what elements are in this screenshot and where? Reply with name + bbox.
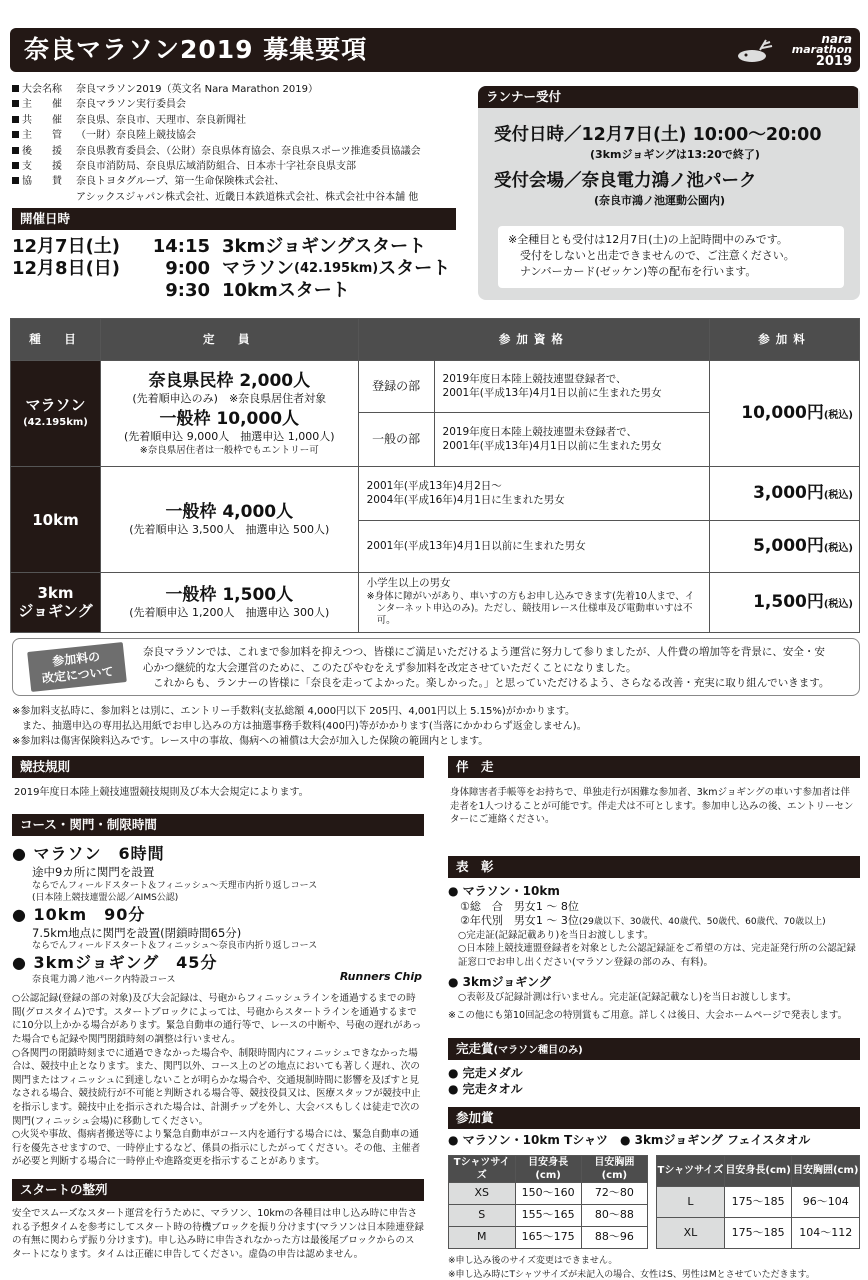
col-qualification: 参加資格	[358, 319, 709, 361]
qual-jogging: 小学生以上の男女 ※身体に障がいがあり、車いすの方もお申し込みできます(先着10人まで、イ ンターネット申込のみ)。ただし、競技用レース仕様車及び電動車いすは不可。	[358, 573, 709, 633]
size-table-right: Tシャツサイズ 目安身長(cm) 目安胸囲(cm) L 175～185 96～104 XL 175～185 104～112	[656, 1155, 860, 1249]
jog-capacity: 一般枠 1,500人 (先着順申込 1,200人 抽選申込 300人)	[100, 573, 358, 633]
course-list	[12, 836, 424, 986]
schedule-row: 9:30 10kmスタート	[165, 280, 350, 301]
course-notes	[12, 992, 424, 1169]
reception-venue: 受付会場／奈良電力鴻ノ池パーク	[494, 171, 757, 191]
fee-10km-adult: 5,000円(税込)	[710, 521, 860, 573]
col-fee: 参加料	[710, 319, 860, 361]
event-table	[10, 318, 860, 633]
table-row: XS 150～160 72～80	[449, 1182, 648, 1204]
course-marathon: ● マラソン 6時間	[12, 844, 165, 863]
course-10km-sub: 7.5km地点に関門を設置(閉鎖時間65分)	[32, 925, 242, 940]
course-heading: コース・関門・制限時間	[12, 814, 424, 836]
organizer-row: 大会名称 奈良マラソン2019（英文名 Nara Marathon 2019）	[12, 82, 472, 97]
award-jogging: ● 3kmジョギング	[448, 975, 551, 990]
table-row: M 165～175 88～96	[449, 1226, 648, 1248]
course-10km: ● 10km 90分	[12, 904, 146, 924]
rules-text: 2019年度日本陸上競技連盟競技規則及び本大会規定によります。	[14, 787, 309, 798]
course-note: ○各関門の閉鎖時刻までに通過できなかった場合や、制限時間内にフィニッシュできなかった場合は、競技中止となります。また、関門以外、コース上のどの地点においても著しく遅れ、次の関門またはフィニッシュに到達しないことが明らかな場合や、交通規制時間に影響を及ぼすと見なされる場合、競技続行が不可能と判断される場合等、競技役員又は、医療スタッフが競技中止を指示します。競技中止を指示された場合は、計測チップを外し、大会バスもしくは徒走で次の関門(フィニッシュ会場)に移動してください。	[12, 1047, 421, 1127]
reception-box	[478, 86, 860, 300]
organizer-row: 支 援 奈良市消防局、奈良県広域消防組合、日本赤十字社奈良県支部	[12, 159, 472, 174]
size-tables	[448, 1155, 860, 1249]
col-capacity: 定 員	[100, 319, 358, 361]
organizer-row: 主 催 奈良マラソン実行委員会	[12, 97, 472, 112]
escort-heading: 伴 走	[448, 756, 860, 778]
qual-general-text: 2019年度日本陸上競技連盟未登録者で、 2001年(平成13年)4月1日以前に生まれた男女	[434, 413, 710, 467]
page-title: 奈良マラソン2019 募集要項	[24, 35, 368, 64]
deer-mascot-icon	[736, 38, 776, 64]
fee-jogging: 1,500円(税込)	[710, 573, 860, 633]
schedule-row: 12月8日(日) 9:00 マラソン (42.195km) スタート	[12, 258, 451, 279]
qual-registered-text: 2019年度日本陸上競技連盟登録者で、 2001年(平成13年)4月1日以前に生まれた男女	[434, 361, 710, 413]
schedule-heading: 開催日時	[12, 208, 456, 230]
course-note: ○公認記録(登録の部の対象)及び大会記録は、号砲からフィニッシュラインを通過するまでの時間(グロスタイム)です。スタートブロックによっては、号砲からスタートラインを通過するまでに10分以上かかる場合があります。緊急自動車の通行等で、レースの中断や、号砲の遅れがあった場合でも記録や関門閉鎖時刻の調整は行いません。	[12, 993, 422, 1046]
reception-date: 受付日時／12月7日(土) 10:00～20:00	[494, 125, 822, 145]
qual-general: 一般の部	[358, 413, 434, 467]
course-marathon-route: ならでんフィールドスタート＆フィニッシュ～天理市内折り返しコース	[32, 880, 318, 891]
event-10km: 10km	[11, 467, 101, 573]
gift-heading: 参加賞	[448, 1107, 860, 1129]
award-note: ○完走証(記録記載あり)を当日お渡しします。	[458, 929, 654, 941]
10km-capacity: 一般枠 4,000人 (先着順申込 3,500人 抽選申込 500人)	[100, 467, 358, 573]
gift-note: ※申し込み後のサイズ変更はできません。	[448, 1255, 618, 1266]
reception-date-sub: (3kmジョギングは13:20で終了)	[590, 148, 760, 161]
award-note: ○日本陸上競技連盟登録者を対象とした公認記録証をご希望の方は、完走証発行所の公認記録証窓口でお申し出ください(マラソン登録の部のみ、有料)。	[458, 943, 856, 968]
logo-text-nara: nara	[821, 32, 852, 46]
nara-marathon-logo	[732, 32, 852, 68]
finisher-medal: ● 完走メダル	[448, 1066, 523, 1081]
finisher-items	[448, 1060, 860, 1103]
start-heading: スタートの整列	[12, 1179, 424, 1201]
finisher-heading: 完走賞(マラソン種目のみ)	[448, 1038, 860, 1060]
escort-text: 身体障害者手帳等をお持ちで、単独走行が困難な参加者、3kmジョギングの車いす参加者は伴走者を1人つけることが可能です。伴走犬は不可とします。参加申し込みの後、エントリーセンターにご連絡ください。	[450, 787, 854, 826]
fee-revision-badge: 参加料の 改定について	[27, 642, 127, 692]
logo-text-marathon: marathon	[791, 43, 852, 56]
qual-10km-junior: 2001年(平成13年)4月2日～ 2004年(平成16年)4月1日に生まれた男女	[358, 467, 709, 521]
fee-10km-junior: 3,000円(税込)	[710, 467, 860, 521]
award-overall: ①総 合 男女1 ～ 8位	[460, 899, 579, 913]
gift-line: ● マラソン・10km Tシャツ ● 3kmジョギング フェイスタオル	[448, 1133, 811, 1148]
organizer-row: 主 管 （一財）奈良陸上競技協会	[12, 128, 472, 143]
course-jogging: ● 3kmジョギング 45分	[12, 952, 218, 972]
course-marathon-cert: (日本陸上競技連盟公認／AIMS公認)	[32, 893, 179, 904]
award-heading: 表 彰	[448, 856, 860, 878]
course-jogging-route: 奈良電力鴻ノ池パーク内特設コース	[32, 974, 176, 985]
table-row: S 155～165 80～88	[449, 1204, 648, 1226]
table-row: L 175～185 96～104	[657, 1186, 860, 1217]
title-bar	[10, 28, 860, 72]
event-3km-jogging: 3km ジョギング	[11, 573, 101, 633]
right-column	[448, 756, 860, 1280]
award-section	[448, 878, 860, 1022]
organizer-row: 共 催 奈良県、奈良市、天理市、奈良新聞社	[12, 113, 472, 128]
organizer-row: 協 賛 奈良トヨタグループ、第一生命保険株式会社、	[12, 174, 472, 189]
schedule-row: 12月7日(土) 14:15 3kmジョギングスタート	[12, 236, 427, 257]
course-marathon-sub: 途中9カ所に関門を設置	[32, 864, 155, 879]
fee-revision-box	[12, 638, 860, 696]
schedule-list	[12, 236, 450, 302]
qual-10km-adult: 2001年(平成13年)4月1日以前に生まれた男女	[358, 521, 709, 573]
event-marathon: マラソン (42.195km)	[11, 361, 101, 467]
reception-heading: ランナー受付	[478, 86, 858, 108]
fee-revision-text: 奈良マラソンでは、これまで参加料を抑えつつ、皆様にご満足いただけるよう運営に努力して参りましたが、人件費の増加等を背景に、安全・安 心かつ継続的な大会運営のために、このたびやむをえず参加料を改定させていただくことになりました。 これからも、ランナーの皆様に「奈良を走ってよかった。楽しかった。」と思っていただけるよう、さらなる改善・充実に取り組んでいきます。	[143, 646, 830, 689]
finisher-towel: ● 完走タオル	[448, 1081, 523, 1096]
col-event: 種 目	[11, 319, 101, 361]
size-table-left: Tシャツサイズ 目安身長(cm) 目安胸囲(cm) XS 150～160 72～80 S 155～165 80～88 M 165～175 88～96	[448, 1155, 648, 1249]
reception-venue-sub: (奈良市鴻ノ池運動公園内)	[594, 194, 726, 207]
fee-marathon: 10,000円(税込)	[710, 361, 860, 467]
organizer-list	[12, 82, 472, 205]
organizer-row: アシックスジャパン株式会社、近畿日本鉄道株式会社、株式会社中谷本舗 他	[76, 191, 419, 203]
award-marathon: ● マラソン・10km	[448, 884, 560, 898]
organizer-row: 後 援 奈良県教育委員会、（公財）奈良県体育協会、奈良県スポーツ推進委員協議会	[12, 144, 472, 159]
award-jogging-note: ○表彰及び記録計測は行いません。完走証(記録記載なし)を当日お渡しします。	[458, 991, 797, 1003]
rules-heading: 競技規則	[12, 756, 424, 778]
runners-chip-logo: Runners Chip	[339, 969, 422, 983]
marathon-capacity: 奈良県民枠 2,000人 (先着順申込のみ) ※奈良県居住者対象 一般枠 10,000人 (先着順申込 9,000人 抽選申込 1,000人) ※奈良県居住者は一般枠でもエントリー可	[100, 361, 358, 467]
left-column	[12, 756, 424, 1261]
award-extra: ※この他にも第10回記念の特別賞もご用意。詳しくは後日、大会ホームページで発表します。	[448, 1009, 848, 1021]
table-row: XL 175～185 104～112	[657, 1217, 860, 1248]
course-note: ○火災や事故、傷病者搬送等により緊急自動車がコース内を通行する場合には、緊急自動車の通行を優先させますので、一時停止するなど、係員の指示にしたがってください。その他、主催者が必要と判断する場合に一時停止や進路変更を指示することがあります。	[12, 1129, 421, 1168]
award-age: ②年代別 男女1 ～ 3位(29歳以下、30歳代、40歳代、50歳代、60歳代、70歳以上)	[460, 913, 826, 927]
course-10km-route: ならでんフィールドスタート＆フィニッシュ～奈良市内折り返しコース	[32, 941, 318, 952]
gift-note: ※申し込み時にTシャツサイズが未記入の場合、女性はS、男性はMとさせていただきます。	[448, 1269, 815, 1280]
fee-notes: ※参加料支払時に、参加料とは別に、エントリー手数料(支払総額 4,000円以下 205円、4,001円以上 5.15%)がかかります。 また、抽選申込の専用払込用紙でお申し込みの方は抽選事務手数料(400円)等がかかります(当落にかかわらず返金しません)。 ※参加料は傷害保険料込みです。レース中の事故、傷病への補償は大会が加入した保険の範囲内とします。	[12, 706, 587, 747]
start-text: 安全でスムーズなスタート運営を行うために、マラソン、10kmの各種目は申し込み時に申告される予想タイムを参考にしてスタート時の待機ブロックを振り分けます(マラソンは日本陸連登録の有無に関わらず振り分けます)。申し込み時に申告されなかった方は最後尾ブロックからのスタートになります。タイムは正確に申告してください。虚偽の申告は認めません。	[12, 1207, 424, 1260]
reception-note: ※全種目とも受付は12月7日(土)の上記時間中のみです。 受付をしないと出走できませんので、ご注意ください。 ナンバーカード(ゼッケン)等の配布を行います。	[498, 226, 844, 288]
logo-text-year: 2019	[815, 54, 852, 69]
qual-registered: 登録の部	[358, 361, 434, 413]
